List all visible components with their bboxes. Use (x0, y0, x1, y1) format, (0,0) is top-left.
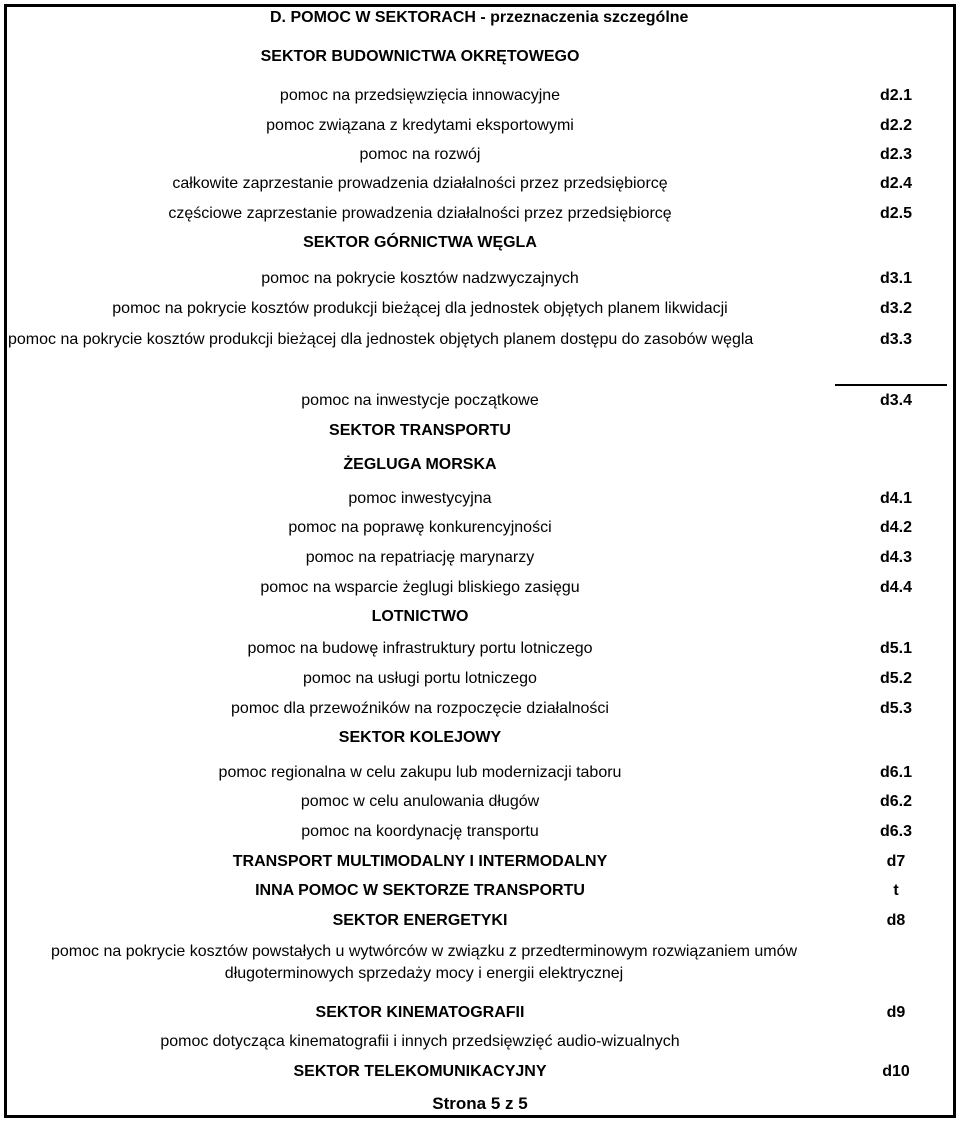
aid-code: d3.4 (879, 392, 912, 409)
aid-code: d2.3 (879, 146, 912, 163)
aid-description: pomoc inwestycyjna (348, 490, 492, 507)
section-heading: SEKTOR GÓRNICTWA WĘGLA (303, 234, 537, 251)
section-heading: SEKTOR ENERGETYKI (332, 912, 508, 929)
section-heading: LOTNICTWO (371, 608, 469, 625)
aid-code: d10 (882, 1063, 910, 1080)
section-heading: ŻEGLUGA MORSKA (343, 456, 497, 473)
section-heading: TRANSPORT MULTIMODALNY I INTERMODALNY (232, 853, 608, 870)
aid-code: d5.3 (879, 700, 912, 717)
section-heading: SEKTOR KINEMATOGRAFII (315, 1004, 525, 1021)
aid-description: pomoc na koordynację transportu (301, 823, 539, 840)
aid-code: d3.1 (879, 270, 912, 287)
section-heading: INNA POMOC W SEKTORZE TRANSPORTU (255, 882, 585, 899)
aid-code: d5.2 (879, 670, 912, 687)
aid-description: pomoc na rozwój (359, 146, 481, 163)
aid-code: d4.3 (879, 549, 912, 566)
aid-description: pomoc regionalna w celu zakupu lub modernizacji taboru (218, 764, 622, 781)
aid-code: d3.2 (879, 300, 912, 317)
aid-code: d7 (886, 853, 906, 870)
aid-code: d2.2 (879, 117, 912, 134)
aid-description: pomoc na usługi portu lotniczego (303, 670, 537, 687)
aid-code: d5.1 (879, 640, 912, 657)
aid-code: d4.4 (879, 579, 912, 596)
aid-code: d6.1 (879, 764, 912, 781)
aid-description: pomoc związana z kredytami eksportowymi (266, 117, 574, 134)
section-heading: SEKTOR BUDOWNICTWA OKRĘTOWEGO (260, 48, 580, 65)
aid-description: pomoc na inwestycje początkowe (301, 392, 539, 409)
code-column-divider (835, 384, 947, 386)
page-title: D. POMOC W SEKTORACH - przeznaczenia szczególne (270, 9, 689, 26)
aid-code: d6.3 (879, 823, 912, 840)
aid-code: d8 (886, 912, 906, 929)
aid-code: d2.1 (879, 87, 912, 104)
aid-description: pomoc na pokrycie kosztów powstałych u wytwórców w związku z przedterminowym rozwiązaniem umów długoterminowych sprzedaży mocy i energii elektrycznej (50, 943, 798, 982)
aid-code: d4.2 (879, 519, 912, 536)
aid-description: pomoc w celu anulowania długów (300, 793, 540, 810)
aid-code: d2.5 (879, 205, 912, 222)
aid-code: t (893, 882, 899, 899)
section-heading: SEKTOR TRANSPORTU (329, 422, 511, 439)
section-heading: SEKTOR KOLEJOWY (338, 729, 502, 746)
aid-description: pomoc na wsparcie żeglugi bliskiego zasięgu (260, 579, 580, 596)
aid-description: pomoc na poprawę konkurencyjności (288, 519, 552, 536)
aid-code: d6.2 (879, 793, 912, 810)
aid-code: d2.4 (879, 175, 912, 192)
aid-description: częściowe zaprzestanie prowadzenia działalności przez przedsiębiorcę (168, 205, 672, 222)
section-heading: SEKTOR TELEKOMUNIKACYJNY (293, 1063, 547, 1080)
aid-description: pomoc dla przewoźników na rozpoczęcie działalności (231, 700, 609, 717)
aid-code: d4.1 (879, 490, 912, 507)
aid-description: pomoc dotycząca kinematografii i innych przedsięwzięć audio-wizualnych (160, 1033, 680, 1050)
page-footer: Strona 5 z 5 (432, 1094, 528, 1113)
aid-description: pomoc na przedsięwzięcia innowacyjne (279, 87, 561, 104)
aid-description: pomoc na budowę infrastruktury portu lotniczego (247, 640, 593, 657)
aid-code: d3.3 (879, 331, 912, 348)
aid-description: pomoc na repatriację marynarzy (305, 549, 535, 566)
aid-description: pomoc na pokrycie kosztów nadzwyczajnych (261, 270, 579, 287)
aid-code: d9 (886, 1004, 906, 1021)
aid-description: pomoc na pokrycie kosztów produkcji bieżącej dla jednostek objętych planem dostępu do zasobów węgla (8, 331, 754, 348)
aid-description: pomoc na pokrycie kosztów produkcji bieżącej dla jednostek objętych planem likwidacji (112, 300, 728, 317)
aid-description: całkowite zaprzestanie prowadzenia działalności przez przedsiębiorcę (172, 175, 668, 192)
